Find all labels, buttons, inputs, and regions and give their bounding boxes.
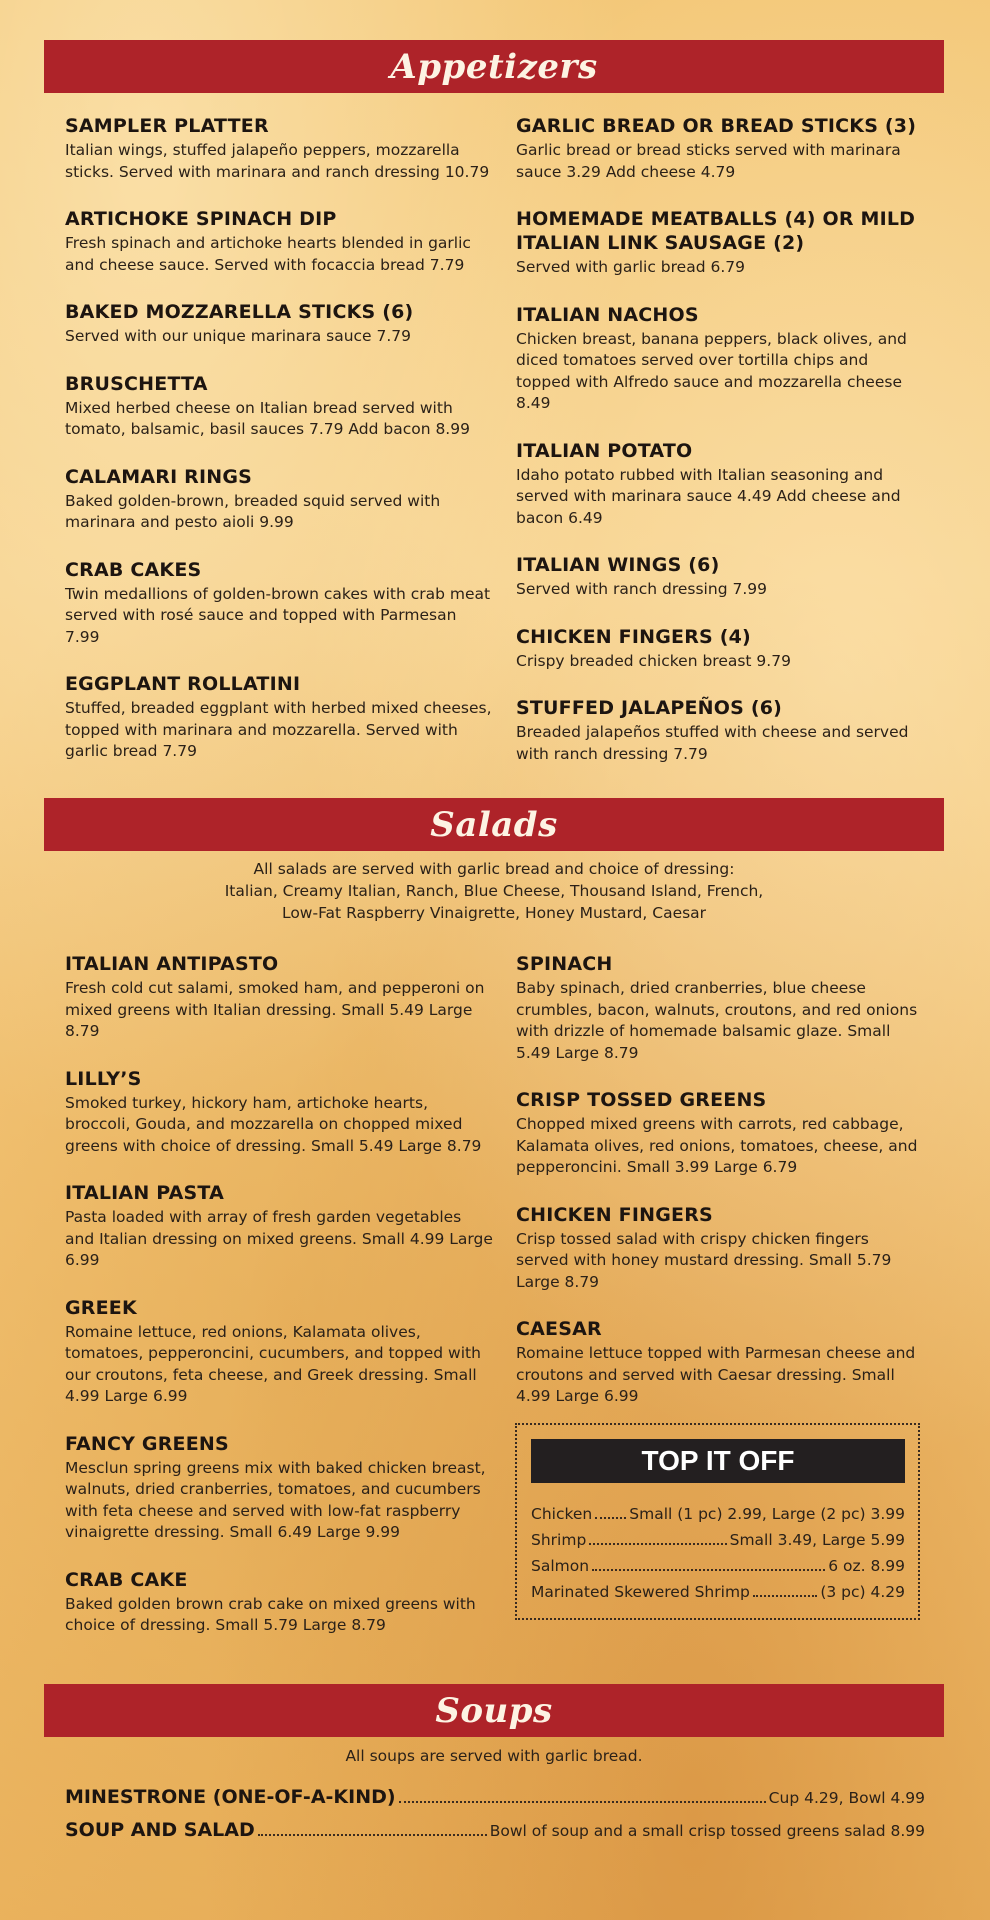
- menu-item: [65, 952, 495, 1043]
- item-description: Breaded jalapeños stuffed with cheese and served with ranch dressing 7.79: [516, 723, 909, 763]
- menu-item: [65, 672, 495, 763]
- item-name: STUFFED JALAPEÑOS (6): [516, 697, 783, 719]
- top-it-off-row: [531, 1553, 905, 1579]
- topping-name: Chicken: [531, 1505, 593, 1523]
- soup-price: Cup 4.29, Bowl 4.99: [768, 1789, 925, 1807]
- item-name: FANCY GREENS: [65, 1432, 229, 1455]
- item-description: Stuffed, breaded eggplant with herbed mixed cheeses, topped with marinara and mozzarella. Served with garlic bread 7.79: [65, 699, 492, 760]
- item-description: Mesclun spring greens mix with baked chicken breast, walnuts, dried cranberries, tomatoes, and cucumbers with feta cheese and served with low-fat raspberry vinaigrette dressing. Small 6.49 Large 9.99: [65, 1458, 486, 1541]
- topping-name: Salmon: [531, 1557, 590, 1575]
- appetizers-right-column: [516, 114, 926, 789]
- top-it-off-row: [531, 1527, 905, 1553]
- dot-leader: [399, 1801, 766, 1803]
- item-description: Twin medallions of golden-brown cakes with crab meat served with rosé sauce and topped with Parmesan 7.99: [65, 584, 491, 646]
- topping-price: Small 3.49, Large 5.99: [729, 1531, 905, 1549]
- menu-item: [65, 1296, 495, 1408]
- item-description: Served with our unique marinara sauce 7.79: [65, 327, 412, 345]
- soups-banner: [44, 1684, 944, 1737]
- menu-item: [65, 558, 495, 649]
- menu-item: [65, 1432, 495, 1544]
- item-description: Smoked turkey, hickory ham, artichoke hearts, broccoli, Gouda, and mozzarella on chopped mixed greens with choice of dressing. Small 5.49 Large 8.79: [65, 1093, 482, 1155]
- topping-price: 6 oz. 8.99: [828, 1557, 905, 1575]
- top-it-off-list: [531, 1501, 905, 1605]
- item-description: Baked golden brown crab cake on mixed greens with choice of dressing. Small 5.79 Large 8.79: [65, 1594, 476, 1634]
- soup-name: SOUP AND SALAD: [65, 1819, 255, 1841]
- salads-note-line: Italian, Creamy Italian, Ranch, Blue Cheese, Thousand Island, French,: [224, 882, 764, 900]
- menu-item: [516, 303, 926, 415]
- menu-item: [516, 553, 926, 601]
- item-description: Served with garlic bread 6.79: [516, 258, 745, 276]
- item-name: ITALIAN NACHOS: [516, 303, 699, 326]
- item-description: Garlic bread or bread sticks served with marinara sauce 3.29 Add cheese 4.79: [516, 141, 901, 181]
- dot-leader: [595, 1517, 626, 1519]
- item-name: GARLIC BREAD OR BREAD STICKS (3): [516, 115, 917, 137]
- item-description: Pasta loaded with array of fresh garden vegetables and Italian dressing on mixed greens. Small 4.99 Large 6.99: [65, 1208, 493, 1269]
- item-description: Idaho potato rubbed with Italian seasoning and served with marinara sauce 4.49 Add cheese and bacon 6.49: [516, 465, 901, 527]
- menu-item: [65, 1568, 495, 1637]
- menu-item: [65, 114, 495, 183]
- item-description: Fresh spinach and artichoke hearts blended in garlic and cheese sauce. Served with focaccia bread 7.79: [65, 234, 471, 274]
- menu-item: [65, 300, 495, 348]
- item-name: CHICKEN FINGERS (4): [516, 625, 751, 648]
- soup-name: MINESTRONE (ONE-OF-A-KIND): [65, 1786, 396, 1808]
- appetizers-title: Appetizers: [390, 46, 598, 87]
- item-name: CRISP TOSSED GREENS: [516, 1089, 767, 1111]
- item-description: Crisp tossed salad with crispy chicken fingers served with honey mustard dressing. Small 5.79 Large 8.79: [516, 1229, 892, 1291]
- top-it-off-title: TOP IT OFF: [531, 1439, 905, 1483]
- topping-name: Marinated Skewered Shrimp: [531, 1583, 750, 1601]
- item-name: ITALIAN ANTIPASTO: [65, 953, 279, 975]
- soup-item: [65, 1819, 925, 1841]
- item-name: LILLY’S: [65, 1067, 142, 1090]
- top-it-off-row: [531, 1501, 905, 1527]
- item-description: Mixed herbed cheese on Italian bread served with tomato, balsamic, basil sauces 7.79 Add bacon 8.99: [65, 398, 470, 438]
- menu-item: [516, 952, 926, 1064]
- item-description: Baked golden-brown, breaded squid served with marinara and pesto aioli 9.99: [65, 491, 441, 531]
- item-name: EGGPLANT ROLLATINI: [65, 673, 301, 695]
- salads-banner: [44, 798, 944, 851]
- dot-leader: [592, 1569, 825, 1571]
- soups-note: All soups are served with garlic bread.: [345, 1747, 643, 1765]
- item-description: Italian wings, stuffed jalapeño peppers, mozzarella sticks. Served with marinara and ranch dressing 10.79: [65, 141, 490, 181]
- dot-leader: [589, 1543, 726, 1545]
- item-name: HOMEMADE MEATBALLS (4) OR MILD ITALIAN LINK SAUSAGE (2): [516, 208, 916, 254]
- item-description: Chopped mixed greens with carrots, red cabbage, Kalamata olives, red onions, tomatoes, cheese, and pepperoncini. Small 3.99 Large 6.79: [516, 1115, 918, 1176]
- item-description: Baby spinach, dried cranberries, blue cheese crumbles, bacon, walnuts, croutons, and red onions with drizzle of homemade balsamic glaze. Small 5.49 Large 8.79: [516, 979, 918, 1062]
- menu-item: [516, 439, 926, 530]
- item-name: CHICKEN FINGERS: [516, 1203, 713, 1226]
- item-name: ITALIAN PASTA: [65, 1182, 225, 1204]
- item-name: SPINACH: [516, 953, 613, 975]
- top-it-off-row: [531, 1579, 905, 1605]
- menu-item: [65, 207, 495, 276]
- salads-note: [44, 858, 944, 924]
- dot-leader: [753, 1595, 817, 1597]
- menu-item: [65, 1067, 495, 1158]
- salads-note-line: All salads are served with garlic bread and choice of dressing:: [253, 860, 735, 878]
- item-name: CRAB CAKE: [65, 1568, 188, 1591]
- menu-item: [516, 625, 926, 673]
- topping-price: Small (1 pc) 2.99, Large (2 pc) 3.99: [629, 1505, 905, 1523]
- salads-note-line: Low-Fat Raspberry Vinaigrette, Honey Mustard, Caesar: [281, 904, 707, 922]
- appetizers-banner: [44, 40, 944, 93]
- item-name: GREEK: [65, 1296, 137, 1319]
- item-name: CALAMARI RINGS: [65, 465, 253, 488]
- topping-price: (3 pc) 4.29: [820, 1583, 905, 1601]
- menu-item: [65, 465, 495, 534]
- item-description: Romaine lettuce, red onions, Kalamata olives, tomatoes, pepperoncini, cucumbers, and topped with our croutons, feta cheese, and Greek dressing. Small 4.99 Large 6.99: [65, 1322, 481, 1405]
- menu-item: [516, 1317, 926, 1408]
- item-name: CRAB CAKES: [65, 558, 202, 581]
- item-name: BRUSCHETTA: [65, 372, 208, 395]
- item-description: Romaine lettuce topped with Parmesan cheese and croutons and served with Caesar dressing. Small 4.99 Large 6.99: [516, 1344, 916, 1405]
- menu-item: [516, 696, 926, 765]
- menu-item: [516, 114, 926, 183]
- salads-title: Salads: [430, 804, 558, 845]
- item-name: ARTICHOKE SPINACH DIP: [65, 208, 337, 230]
- topping-name: Shrimp: [531, 1531, 587, 1549]
- item-description: Chicken breast, banana peppers, black olives, and diced tomatoes served over tortilla chips and topped with Alfredo sauce and mozzarella cheese 8.49: [516, 329, 907, 412]
- top-it-off-box: [515, 1423, 920, 1620]
- soups-title: Soups: [435, 1690, 553, 1731]
- menu-item: [516, 1088, 926, 1179]
- item-name: SAMPLER PLATTER: [65, 115, 269, 137]
- menu-item: [516, 207, 926, 279]
- dot-leader: [258, 1834, 487, 1836]
- item-description: Fresh cold cut salami, smoked ham, and pepperoni on mixed greens with Italian dressing. Small 5.49 Large 8.79: [65, 979, 485, 1040]
- appetizers-left-column: [65, 114, 495, 787]
- soup-price: Bowl of soup and a small crisp tossed greens salad 8.99: [489, 1822, 925, 1840]
- item-name: ITALIAN POTATO: [516, 439, 693, 462]
- menu-item: [65, 372, 495, 441]
- salads-right-column: [516, 952, 926, 1432]
- menu-item: [516, 1203, 926, 1294]
- item-description: Served with ranch dressing 7.99: [516, 580, 767, 598]
- item-name: ITALIAN WINGS (6): [516, 554, 720, 576]
- item-name: CAESAR: [516, 1318, 602, 1340]
- menu-item: [65, 1181, 495, 1272]
- soup-item: [65, 1786, 925, 1808]
- item-description: Crispy breaded chicken breast 9.79: [516, 651, 791, 670]
- salads-left-column: [65, 952, 495, 1661]
- item-name: BAKED MOZZARELLA STICKS (6): [65, 301, 414, 323]
